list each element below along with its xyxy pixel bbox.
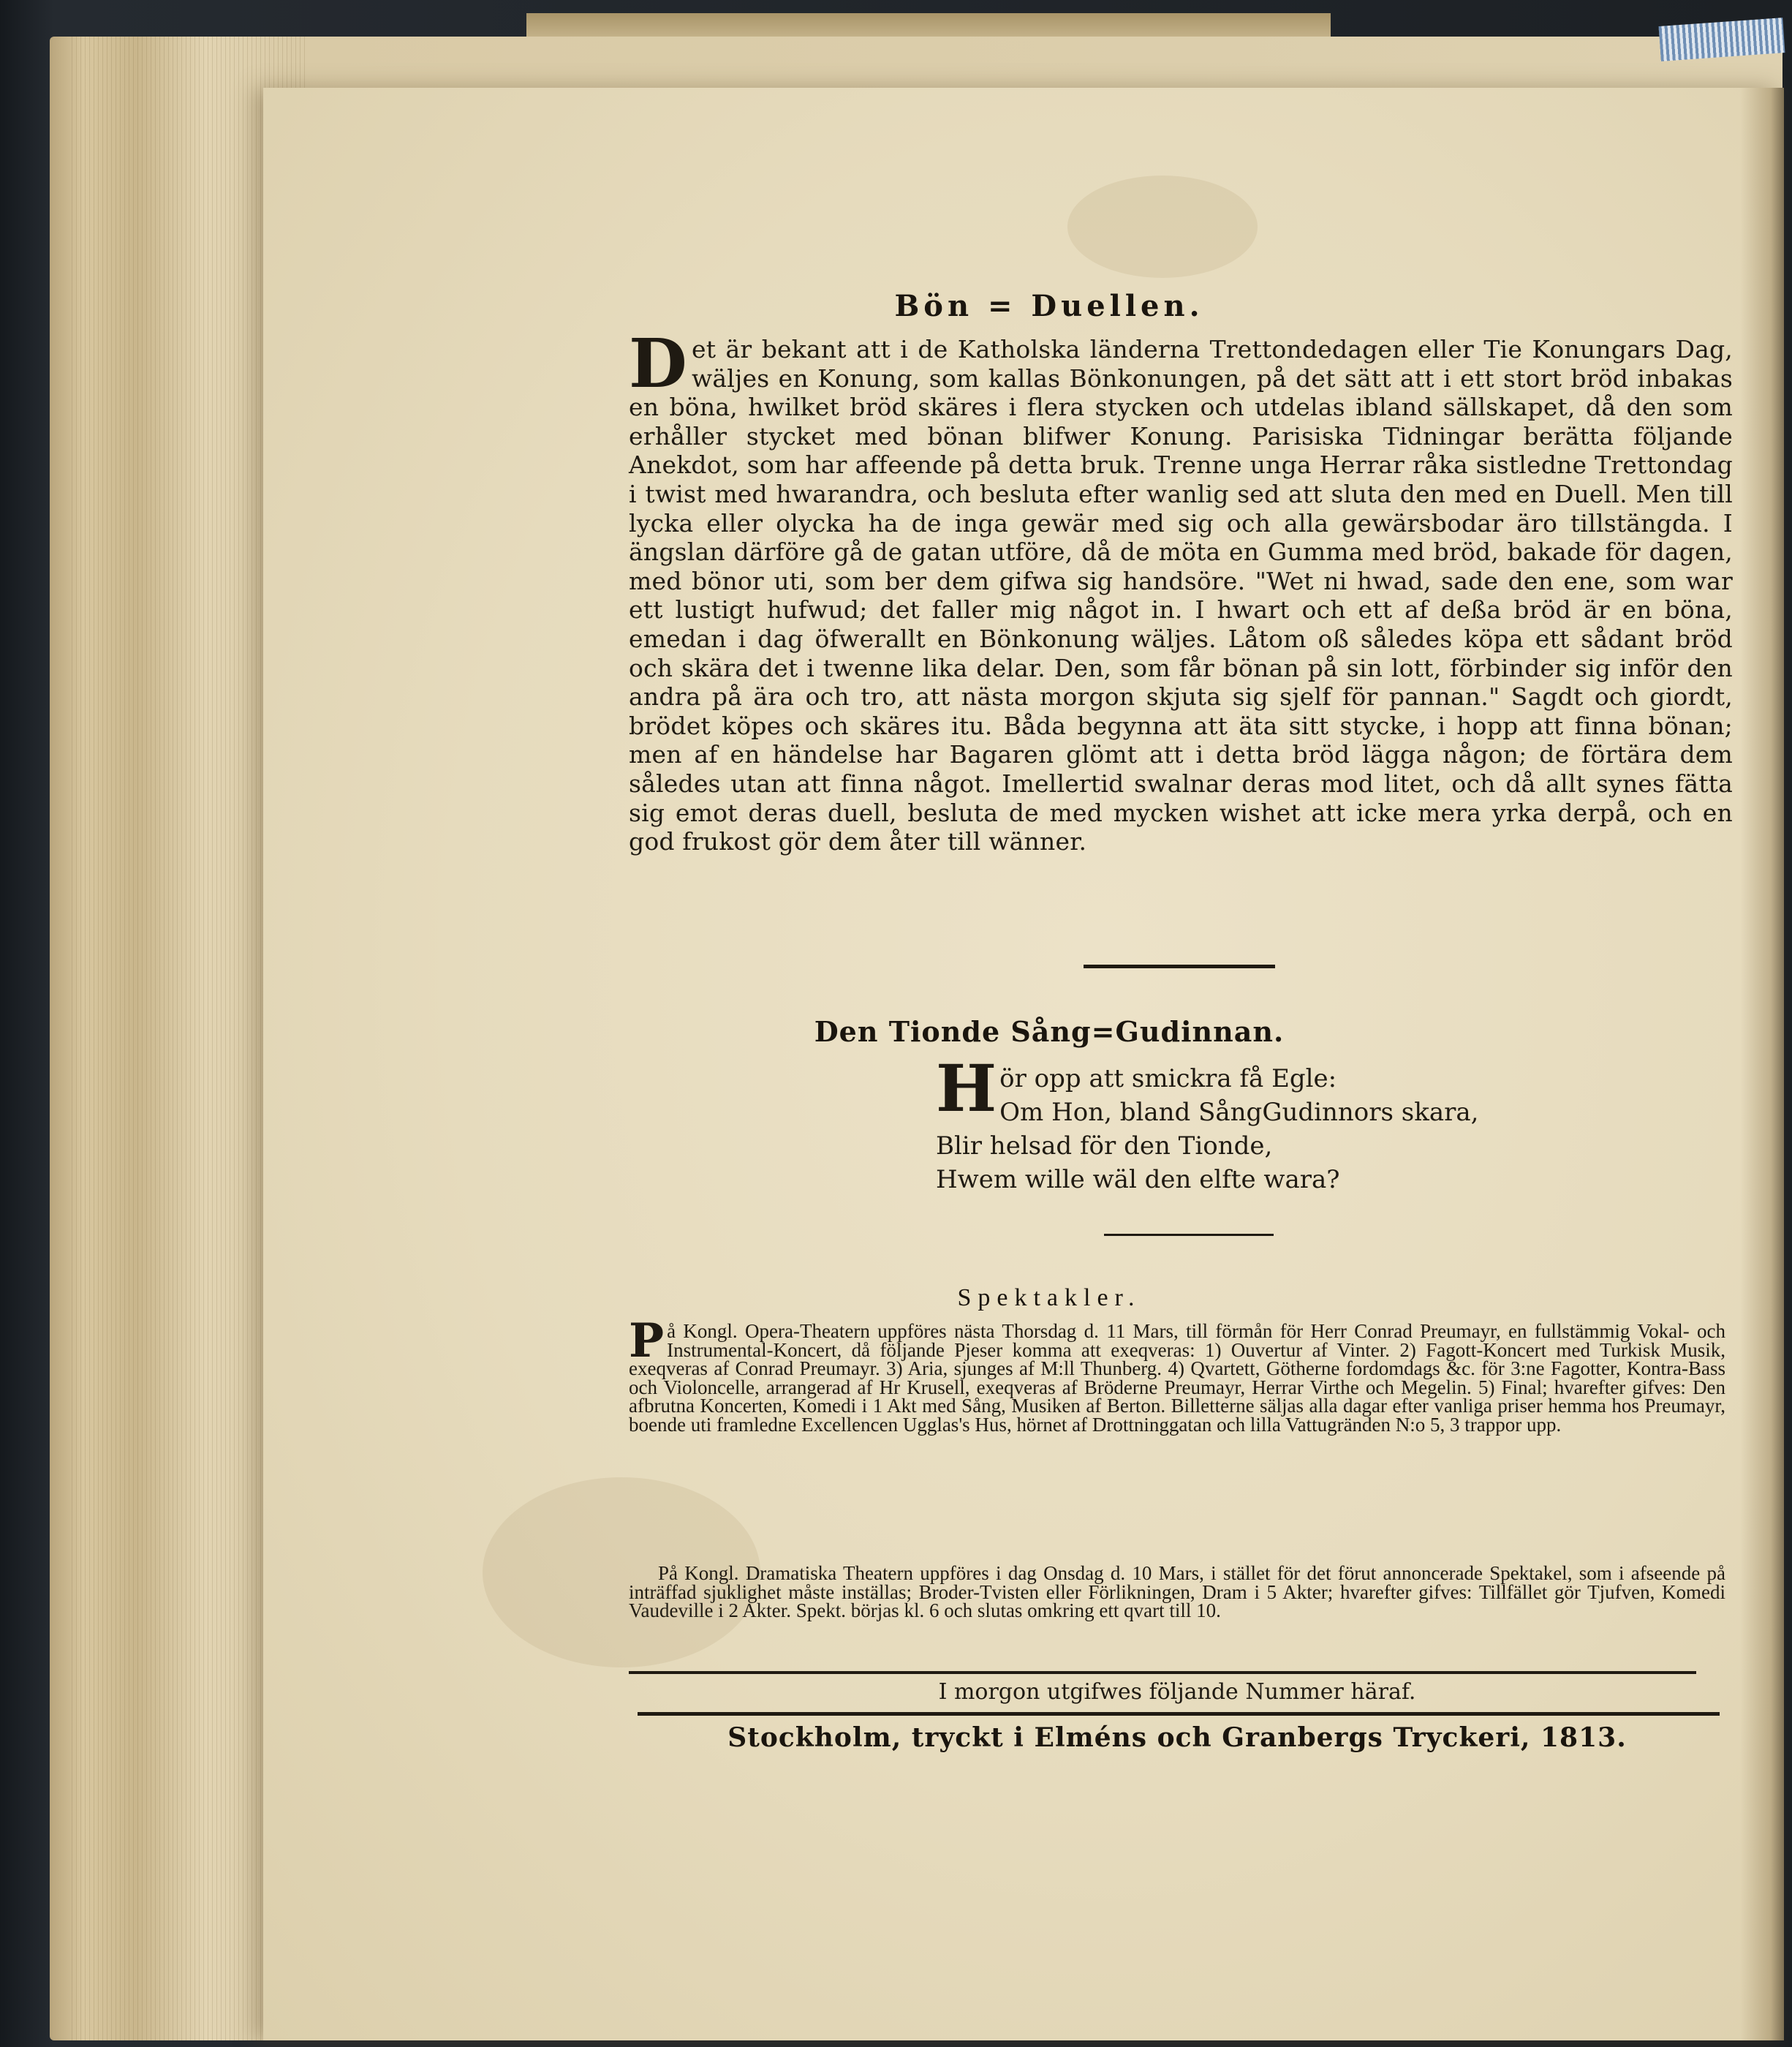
spektakler-dramatic-notice: På Kongl. Dramatiska Theatern uppföres i dag Onsdag d. 10 Mars, i stället för det förut annoncerade Spektakel, som i afseende på inträffad sjuklighet måste inställas; Broder-Tvisten eller Förlikningen, Dram i 5 Akter; hvarefter gifves: Tillfället gör Tjufven, Komedi Vaudeville i 2 Akter. Spekt. börjas kl. 6 och slutas omkring ett qvart till 10.	[629, 1562, 1725, 1621]
paper-stain	[1067, 176, 1258, 278]
article-body-bon-duellen	[629, 324, 1733, 856]
footer-rule	[629, 1671, 1696, 1674]
poem-line: Blir helsad för den Tionde,	[936, 1131, 1273, 1161]
section-divider	[1084, 965, 1275, 968]
poem-line: Hwem wille wäl den elfte wara?	[936, 1165, 1340, 1194]
poem-title: Den Tionde Sång=Gudinnan.	[814, 1015, 1285, 1048]
spektakler-title: Spektakler.	[957, 1284, 1141, 1311]
drop-cap: H	[936, 1050, 997, 1126]
article-title-bon-duellen: Bön = Duellen.	[894, 289, 1204, 323]
poem-line: ör opp att smickra få Egle:	[999, 1064, 1337, 1093]
drop-cap: D	[629, 324, 687, 403]
drop-cap: P	[629, 1313, 665, 1368]
poem-line: Om Hon, bland SångGudinnors skara,	[999, 1098, 1479, 1127]
article-text: et är bekant att i de Katholska länderna Trettondedagen eller Tie Konungars Dag, wäljes en Konung, som kallas Bönkonungen, på det sätt att i ett stort bröd inbakas en böna, hwilket bröd skäres i flera stycken och utdelas ibland sällskapet, då den som erhåller stycket med bönan blifwer Konung. Parisiska Tidningar berätta följande Anekdot, som har affeende på detta bruk. Trenne unga Herrar råka sistledne Trettondag i twist med hwarandra, och besluta efter wanlig sed att sluta den med en Duell. Men till lycka eller olycka ha de inga gewär med sig och alla gewärsbodar äro tillstängda. I ängslan därföre gå de gatan utföre, då de möta en Gumma med bröd, bakade för dagen, med bönor uti, som ber dem gifwa sig handsöre. "Wet ni hwad, sade den ene, som war ett lustigt hufwud; det faller mig något in. I hwart och ett af deßa bröd är en böna, emedan i dag öfwerallt en Bönkonung wäljes. Låtom oß således köpa ett sådant bröd och skära det i twenne lika delar. Den, som får bönan på sin lott, förbinder sig inför den andra på ära och tro, att nästa morgon skjuta sig sjelf för pannan." Sagdt och giordt, brödet köpes och skäres itu. Båda begynna att äta sitt stycke, i hopp att finna bönan; men af en händelse har Bagaren glömt att i detta bröd lägga någon; de förtära dem således utan att finna något. Imellertid swalnar deras mod litet, och då allt synes fätta sig emot deras duell, besluta de med mycken wishet att icke mera yrka derpå, och en god frukost gör dem åter till wänner.	[629, 335, 1733, 856]
poem	[936, 1050, 1492, 1196]
page-gutter	[1740, 88, 1784, 2040]
footer-rule	[638, 1712, 1720, 1716]
opera-notice-text: å Kongl. Opera-Theatern uppföres nästa Thorsdag d. 11 Mars, till förmån för Herr Conrad Preumayr, en fullstämmig Vokal- och Instrumental-Koncert, då följande Pjeser komma att exeqveras: 1) Ouvertur af Vinter. 2) Fagott-Koncert med Turkisk Musik, exeqveras af Conrad Preumayr. 3) Aria, sjunges af M:ll Thunberg. 4) Qvartett, Götherne fordomdags &c. för 3:ne Fagotter, Kontra-Bass och Violoncelle, arrangerad af Hr Krusell, exeqveras af Bröderne Preumayr, Herrar Virthe och Megelin. 5) Final; hvarefter gifves: Den afbrutna Koncerten, Komedi i 1 Akt med Sång, Musiken af Berton. Billetterne säljas alla dagar efter vanliga priser hemma hos Preumayr, boende uti framledne Excellencen Ugglas's Hus, hörnet af Drottninggatan och lilla Vattugränden N:o 5, 3 trappor upp.	[629, 1320, 1725, 1436]
next-issue-notice: I morgon utgifwes följande Nummer häraf.	[938, 1679, 1416, 1705]
spektakler-opera-notice	[629, 1313, 1725, 1436]
printer-imprint: Stockholm, tryckt i Elméns och Granbergs Tryckeri, 1813.	[727, 1722, 1627, 1753]
section-divider	[1104, 1234, 1274, 1236]
